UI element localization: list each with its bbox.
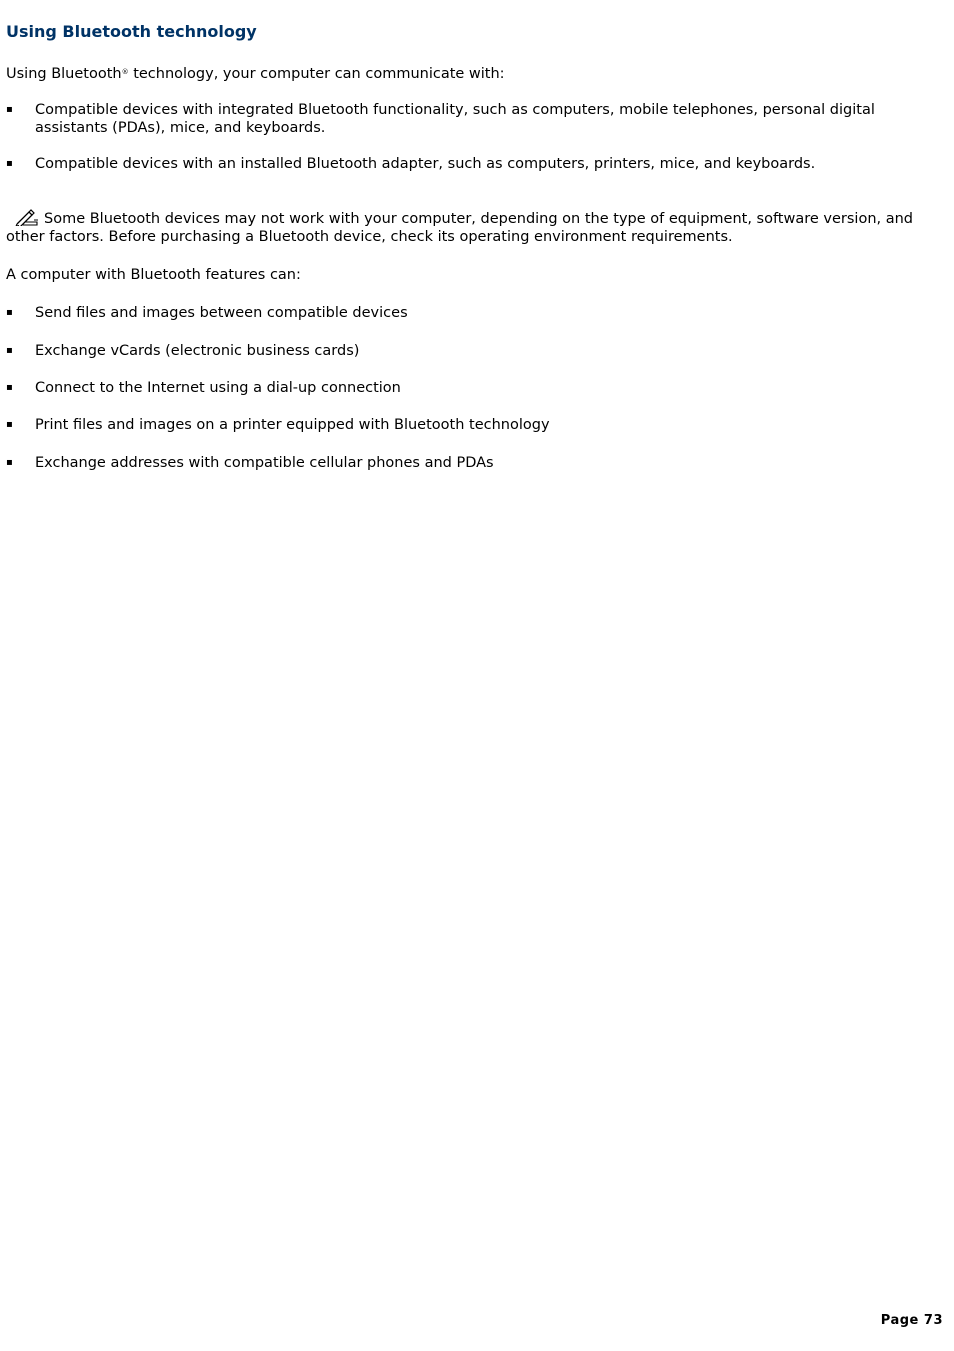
features-intro: A computer with Bluetooth features can: [6, 267, 301, 283]
list-item-text: Exchange addresses with compatible cellular phones and PDAs [35, 455, 494, 471]
registered-mark: ® [121, 68, 129, 76]
list-item [6, 155, 936, 173]
bullet-icon: ▪ [6, 345, 13, 356]
page-number: Page 73 [880, 1313, 943, 1328]
list-item [6, 416, 936, 434]
bullet-icon: ▪ [6, 382, 13, 393]
bullet-icon: ▪ [6, 158, 13, 169]
intro-paragraph [6, 63, 936, 83]
list-item [6, 454, 936, 472]
communication-device-list [6, 101, 936, 173]
intro-text-before: Using Bluetooth [6, 66, 122, 82]
note-paragraph [6, 208, 936, 246]
list-item-text: Send files and images between compatible devices [35, 305, 408, 321]
list-item [6, 101, 915, 137]
list-item-text: Print files and images on a printer equipped with Bluetooth technology [35, 417, 550, 433]
bullet-icon: ▪ [6, 307, 13, 318]
features-list [6, 304, 936, 472]
list-item [6, 342, 936, 360]
page-title: Using Bluetooth technology [6, 22, 257, 41]
bullet-icon: ▪ [6, 104, 13, 115]
list-item-text: Exchange vCards (electronic business cards) [35, 343, 360, 359]
list-item-text: Connect to the Internet using a dial-up connection [35, 380, 401, 396]
list-item-text: Compatible devices with an installed Bluetooth adapter, such as computers, printers, mice, and keyboards. [35, 156, 816, 172]
note-text: Some Bluetooth devices may not work with your computer, depending on the type of equipment, software version, and other factors. Before purchasing a Bluetooth device, check its operating environment requirements. [6, 211, 914, 245]
intro-text-after: technology, your computer can communicate with: [128, 66, 505, 82]
list-item-text: Compatible devices with integrated Bluetooth functionality, such as computers, mobile telephones, personal digital assistants (PDAs), mice, and keyboards. [35, 102, 875, 136]
list-item [6, 379, 936, 397]
bullet-icon: ▪ [6, 457, 13, 468]
bullet-icon: ▪ [6, 419, 13, 430]
list-item [6, 304, 936, 322]
note-pencil-icon [14, 208, 40, 226]
